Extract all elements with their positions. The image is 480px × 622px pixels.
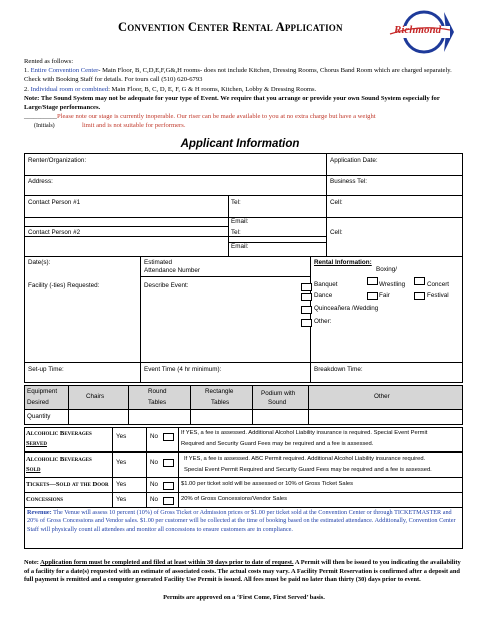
desired-label: Desired <box>27 399 49 406</box>
concert-checkbox[interactable] <box>414 277 425 285</box>
contact2-email-label: Email: <box>231 243 249 250</box>
served-text-1: If YES, a fee is assessed. Additional Alcohol Liability insurance is required. Special Event Permit <box>181 430 428 436</box>
tickets-yes[interactable]: Yes <box>116 481 127 488</box>
contact2-cell-label: Cell: <box>330 229 343 236</box>
initials-blank[interactable]: __________ <box>24 113 57 121</box>
festival-checkbox[interactable] <box>414 292 425 300</box>
contact1-tel-label: Tel: <box>231 199 241 206</box>
concessions-no-checkbox[interactable] <box>163 497 174 505</box>
facility-label: Facility (-ties) Requested: <box>28 282 100 289</box>
contact2-tel-label: Tel: <box>231 229 241 236</box>
permits-note: Permits are approved on a ‘First Come, First Served’ basis. <box>163 594 325 601</box>
contact1-email-label: Email: <box>231 218 249 225</box>
entire-center-link[interactable]: Entire Convention Center <box>30 67 99 75</box>
dance-label: Dance <box>314 292 333 299</box>
boxing-label: Boxing/ <box>376 266 398 273</box>
served-yes[interactable]: Yes <box>116 433 127 440</box>
sold-text-2: Special Event Permit Required and Security Guard Fees may be required and a fee is assessed. <box>184 467 432 473</box>
renter-label: Renter/Organization: <box>28 157 87 164</box>
served-no[interactable]: No <box>150 433 159 440</box>
sold-yes[interactable]: Yes <box>116 459 127 466</box>
footer-note: Note: Application form must be completed and filed at least within 30 days prior to date of request. A Permit will then be issued to you indicating the availability of a facility for a date(s) requested with an estimate of associated costs. The actual costs may vary. A Facility Permit Reservation is confirmed after a deposit and full payment is remitted and a computer generated Facility Use Permit is issued. All fees must be paid no later than thirty (30) days prior to event. <box>24 559 461 584</box>
dance-checkbox[interactable] <box>301 293 312 301</box>
tickets-label: Tickets—Sold at the Door <box>26 481 109 488</box>
podium-label: Podium with <box>261 390 296 397</box>
estimated-label: Estimated <box>144 259 172 266</box>
tickets-text: $1.00 per ticket sold will be assessed or 10% of Gross Ticket Sales <box>181 481 354 487</box>
sold-label: Sold <box>26 466 41 473</box>
contact1-cell-label: Cell: <box>330 199 343 206</box>
rect-label: Rectangle <box>205 388 234 395</box>
logo-text: Richmond <box>394 24 442 36</box>
address-label: Address: <box>28 178 53 185</box>
rental-info-label: Rental Information: <box>314 259 372 266</box>
quantity-label: Quantity <box>27 413 51 420</box>
tickets-no-checkbox[interactable] <box>163 482 174 490</box>
festival-label: Festival <box>427 292 449 299</box>
page-title: Convention Center Rental Application <box>118 20 343 34</box>
event-time-label: Event Time (4 hr minimum): <box>144 366 222 373</box>
sold-no-checkbox[interactable] <box>163 459 174 467</box>
sold-no[interactable]: No <box>150 459 159 466</box>
stage-note: __________Please note our stage is currently inoperable. Our riser can be made available to you at no extra charge but have a weight <box>24 113 376 121</box>
concessions-yes[interactable]: Yes <box>116 496 127 503</box>
setup-time-label: Set-up Time: <box>28 366 64 373</box>
concessions-no[interactable]: No <box>150 496 159 503</box>
revenue-text: Revenue: The Venue will assess 10 percent (10%) of Gross Ticket or Admission prices or $1.00 per ticket sold at the Convention Center or through TICKETMASTER and 20% of Gross Concessions and Vendor sales. $1.00 per customer will be collected at the time of booking based on the estimated attendance. Additionally, Convention Center Staff will physically count all attendees and monitor all concessions to ensure customers are in compliance. <box>27 509 456 533</box>
business-tel-label: Business Tel: <box>330 178 367 185</box>
equipment-label: Equipment <box>27 388 58 395</box>
stage-note-2: (Initials) limit and is not suitable for performers. <box>34 122 186 130</box>
concert-label: Concert <box>427 281 450 288</box>
sold-text-1: If YES, a fee is assessed. ABC Permit required. Additional Alcohol Liability insurance required. <box>184 456 426 462</box>
alcohol-sold-label: Alcoholic Beverages <box>26 456 92 463</box>
round-tables-label: Tables <box>148 399 167 406</box>
concessions-label: Concessions <box>26 496 63 503</box>
round-label: Round <box>148 388 167 395</box>
served-label: Served <box>26 440 47 447</box>
other-checkbox[interactable] <box>301 319 312 327</box>
chairs-label: Chairs <box>86 393 105 400</box>
served-text-2: Required and Security Guard Fees may be required and a fee is assessed. <box>181 441 374 447</box>
breakdown-time-label: Breakdown Time: <box>314 366 363 373</box>
served-no-checkbox[interactable] <box>163 433 174 441</box>
describe-event-label: Describe Event: <box>144 282 189 289</box>
fair-label: Fair <box>379 292 390 299</box>
application-date-label: Application Date: <box>330 157 378 164</box>
other-label: Other: <box>314 318 332 325</box>
quinceanera-checkbox[interactable] <box>301 306 312 314</box>
wrestling-label: Wrestling <box>379 281 406 288</box>
individual-room-link[interactable]: Individual room or combined <box>30 85 109 93</box>
wrestling-checkbox[interactable] <box>367 277 378 285</box>
attendance-label: Attendance Number <box>144 267 201 274</box>
quinceanera-label: Quinceañera /Wedding <box>314 305 379 312</box>
tickets-no[interactable]: No <box>150 481 159 488</box>
item-individual-room: 2. Individual room or combined: Main Floor, B, C, D, E, F, G & H rooms, Kitchen, Lobby & Dressing Rooms. <box>24 85 317 93</box>
contact1-label: Contact Person #1 <box>28 199 81 206</box>
banquet-checkbox[interactable] <box>301 283 312 291</box>
rented-as: Rented as follows: <box>24 58 74 65</box>
sound-note: Note: The Sound System may not be adequate for your type of Event. We require that you arrange or provide your own Sound System especially for Large/Stage performances. <box>24 94 440 112</box>
dates-label: Date(s): <box>28 259 51 266</box>
contact2-label: Contact Person #2 <box>28 229 81 236</box>
concessions-text: 20% of Gross Concessions/Vendor Sales <box>181 496 288 502</box>
banquet-label: Banquet <box>314 281 338 288</box>
other-equipment-label: Other <box>374 393 390 400</box>
podium-sound-label: Sound <box>268 399 287 406</box>
rect-tables-label: Tables <box>211 399 230 406</box>
section-title: Applicant Information <box>180 138 300 150</box>
item-entire-center: 1. Entire Convention Center- Main Floor, B, C,D,E,F,G&,H rooms- does not include Kitchen, Dressing Rooms, Chorus Band Room which are charged separately. Check with Booking Staff for details. For tours call (510) 620-6793 <box>24 67 452 84</box>
fair-checkbox[interactable] <box>367 292 378 300</box>
alcohol-served-label: Alcoholic Beverages <box>26 430 92 437</box>
